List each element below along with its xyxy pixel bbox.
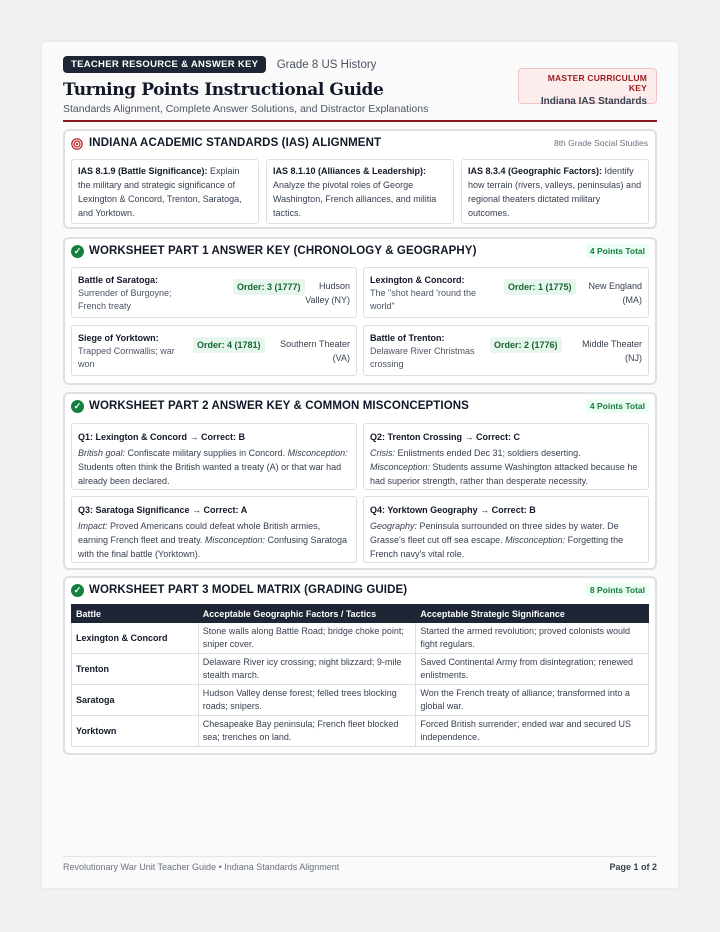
grading-matrix <box>71 604 649 747</box>
factors-cell: Stone walls along Battle Road; bridge choke point; sniper cover. <box>198 623 416 654</box>
page-subtitle: Standards Alignment, Complete Answer Solutions, and Distractor Explanations <box>63 103 429 115</box>
question-heading: Q4: Yorktown Geography → Correct: B <box>370 505 536 515</box>
question-card <box>363 496 649 563</box>
check-icon: ✓ <box>71 400 84 413</box>
battle-cell: Lexington & Concord <box>72 623 199 654</box>
resource-badge: TEACHER RESOURCE & ANSWER KEY <box>63 56 266 73</box>
event-card <box>71 325 357 376</box>
part1-title: WORKSHEET PART 1 ANSWER KEY (CHRONOLOGY & GEOGRAPHY) <box>89 245 477 257</box>
points-badge: 4 Points Total <box>586 399 649 413</box>
check-icon: ✓ <box>71 584 84 597</box>
order-badge: Order: 4 (1781) <box>193 337 265 353</box>
event-card <box>363 325 649 376</box>
master-key-label: MASTER CURRICULUM KEY <box>547 73 647 93</box>
question-explanation: Impact: Proved Americans could defeat whole British armies, earning French fleet and treaty. Misconception: Confusing Saratoga with the final battle (Yorktown). <box>78 521 347 559</box>
page-number: Page 1 of 2 <box>609 862 657 872</box>
question-heading: Q3: Saratoga Significance → Correct: A <box>78 505 248 515</box>
event-location: Middle Theater (NJ) <box>582 339 642 363</box>
grade-label: Grade 8 US History <box>276 58 377 71</box>
event-name: Battle of Trenton: <box>370 333 445 343</box>
event-card <box>363 267 649 318</box>
event-card <box>71 267 357 318</box>
page-title: Turning Points Instructional Guide <box>63 80 384 100</box>
event-description: Surrender of Burgoyne; French treaty <box>78 288 172 311</box>
part3-title: WORKSHEET PART 3 MODEL MATRIX (GRADING GUIDE) <box>89 584 408 596</box>
document-page <box>42 42 678 888</box>
factors-cell: Chesapeake Bay peninsula; French fleet blocked sea; trenches on land. <box>198 716 416 747</box>
column-header: Acceptable Strategic Significance <box>416 605 649 623</box>
significance-cell: Started the armed revolution; proved colonists would fight regulars. <box>416 623 649 654</box>
points-badge: 8 Points Total <box>586 583 649 597</box>
standards-section <box>63 129 657 229</box>
question-card <box>71 423 357 490</box>
battle-cell: Saratoga <box>72 685 199 716</box>
part2-section <box>63 392 657 570</box>
footer-divider <box>63 856 657 857</box>
standard-code: IAS 8.3.4 (Geographic Factors): <box>468 166 603 176</box>
order-badge: Order: 2 (1776) <box>490 337 562 353</box>
standard-card <box>71 159 259 224</box>
standard-text: Identify how terrain (rivers, valleys, peninsulas) and regional theaters dictated military outcomes. <box>468 166 642 218</box>
part1-section <box>63 237 657 385</box>
event-name: Battle of Saratoga: <box>78 275 159 285</box>
points-badge: 4 Points Total <box>586 244 649 258</box>
question-card <box>363 423 649 490</box>
standards-meta: 8th Grade Social Studies <box>553 138 648 148</box>
significance-cell: Saved Continental Army from disintegration; renewed enlistments. <box>416 654 649 685</box>
battle-cell: Yorktown <box>72 716 199 747</box>
event-location: Southern Theater (VA) <box>280 339 350 363</box>
page-header <box>63 56 657 115</box>
table-row <box>72 685 649 716</box>
question-explanation: British goal: Confiscate military supplies in Concord. Misconception: Students often think the British wanted a treaty (A) or that war had already been declared. <box>78 448 348 486</box>
standard-card <box>266 159 454 224</box>
event-description: The "shot heard 'round the world" <box>370 288 476 311</box>
table-row <box>72 716 649 747</box>
question-explanation: Crisis: Enlistments ended Dec 31; soldiers deserting. Misconception: Students assume Washington attacked because he had superior strength, rather than desperate necessity. <box>370 448 638 486</box>
table-row <box>72 623 649 654</box>
standard-text: Analyze the pivotal roles of George Washington, French alliances, and militia tactics. <box>273 180 437 218</box>
column-header: Acceptable Geographic Factors / Tactics <box>198 605 416 623</box>
part2-title: WORKSHEET PART 2 ANSWER KEY & COMMON MISCONCEPTIONS <box>89 400 469 412</box>
significance-cell: Won the French treaty of alliance; transformed into a global war. <box>416 685 649 716</box>
header-divider <box>63 120 657 122</box>
standards-title: INDIANA ACADEMIC STANDARDS (IAS) ALIGNMENT <box>89 137 382 149</box>
question-explanation: Geography: Peninsula surrounded on three sides by water. De Grasse's fleet cut off sea escape. Misconception: Forgetting the French navy's vital role. <box>370 521 624 559</box>
order-badge: Order: 1 (1775) <box>504 279 576 295</box>
event-location: New England (MA) <box>588 281 642 305</box>
master-key-box <box>518 68 657 107</box>
standard-code: IAS 8.1.9 (Battle Significance): <box>78 166 208 176</box>
target-icon <box>71 138 83 150</box>
table-row <box>72 654 649 685</box>
event-name: Lexington & Concord: <box>370 275 465 285</box>
question-heading: Q2: Trenton Crossing → Correct: C <box>370 432 521 442</box>
event-location: Hudson Valley (NY) <box>305 281 350 305</box>
column-header: Battle <box>72 605 199 623</box>
significance-cell: Forced British surrender; ended war and secured US independence. <box>416 716 649 747</box>
event-description: Trapped Cornwallis; war won <box>78 346 175 369</box>
battle-cell: Trenton <box>72 654 199 685</box>
standard-card <box>461 159 649 224</box>
event-name: Siege of Yorktown: <box>78 333 159 343</box>
footer-text: Revolutionary War Unit Teacher Guide • Indiana Standards Alignment <box>63 862 340 872</box>
factors-cell: Hudson Valley dense forest; felled trees blocking roads; snipers. <box>198 685 416 716</box>
question-card <box>71 496 357 563</box>
standard-text: Explain the military and strategic significance of Lexington & Concord, Trenton, Saratoga, and Yorktown. <box>78 166 242 218</box>
standard-code: IAS 8.1.10 (Alliances & Leadership): <box>273 166 427 176</box>
factors-cell: Delaware River icy crossing; night blizzard; 9-mile stealth march. <box>198 654 416 685</box>
question-heading: Q1: Lexington & Concord → Correct: B <box>78 432 246 442</box>
order-badge: Order: 3 (1777) <box>233 279 305 295</box>
part3-section <box>63 576 657 755</box>
event-description: Delaware River Christmas crossing <box>370 346 475 369</box>
check-icon: ✓ <box>71 245 84 258</box>
master-key-standards: Indiana IAS Standards <box>540 96 647 107</box>
